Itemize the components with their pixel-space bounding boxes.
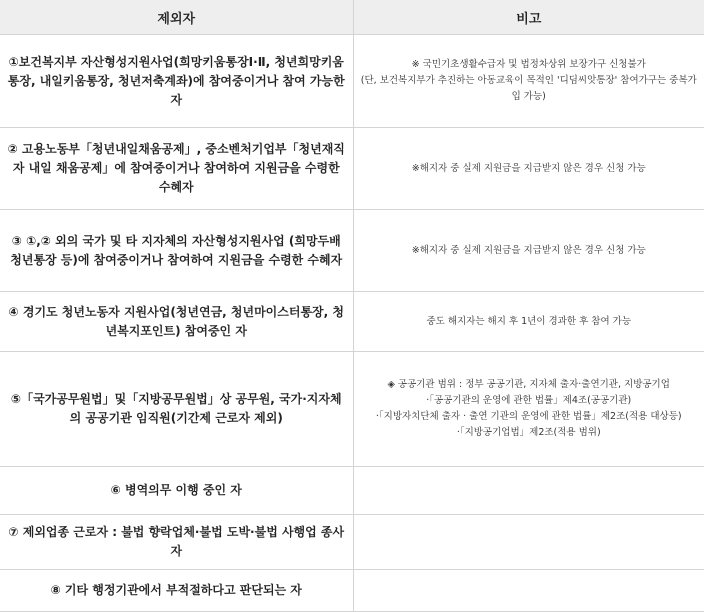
remarks-cell — [353, 570, 704, 612]
remarks-cell — [353, 35, 704, 128]
header-row — [0, 0, 704, 35]
excluded-cell: ⑧ 기타 행정기관에서 부적절하다고 판단되는 자 — [0, 570, 353, 612]
table-row — [0, 210, 704, 292]
remark-line: ※해지자 중 실제 지원금을 지급받지 않은 경우 신청 가능 — [411, 244, 646, 256]
remark-line: ◈ 공공기관 범위 : 정부 공공기관, 지자체 출자·출연기관, 지방공기업 — [387, 379, 670, 390]
excluded-cell: ⑦ 제외업종 근로자 : 불법 향락업체·불법 도박·불법 사행업 종사자 — [0, 515, 353, 570]
header-remarks: 비고 — [353, 0, 704, 35]
table-row — [0, 515, 704, 570]
excluded-cell: ③ ①,② 외의 국가 및 타 지자체의 자산형성지원사업 (희망두배청년통장 등)에 참여중이거나 참여하여 지원금을 수령한 수혜자 — [0, 210, 353, 292]
table-row — [0, 570, 704, 612]
remark-line: ·「지방자치단체 출자 · 출연 기관의 운영에 관한 법률」제2조(적용 대상등) — [375, 411, 682, 422]
excluded-cell: ② 고용노동부「청년내일채움공제」, 중소벤처기업부「청년재직자 내일 채움공제」에 참여중이거나 참여하여 지원금을 수령한 수혜자 — [0, 128, 353, 210]
remark-line: 중도 해지자는 해지 후 1년이 경과한 후 참여 가능 — [426, 315, 632, 327]
remark-line: ※해지자 중 실제 지원금을 지급받지 않은 경우 신청 가능 — [411, 162, 646, 174]
remark-line: ·「지방공기업법」제2조(적용 범위) — [456, 427, 601, 438]
remarks-cell — [353, 352, 704, 467]
remarks-cell — [353, 515, 704, 570]
table-row — [0, 292, 704, 352]
excluded-cell: ⑤「국가공무원법」및「지방공무원법」상 공무원, 국가·지자체의 공공기관 임직원(기간제 근로자 제외) — [0, 352, 353, 467]
header-excluded: 제외자 — [0, 0, 353, 35]
remarks-cell — [353, 210, 704, 292]
excluded-cell: ①보건복지부 자산형성지원사업(희망키움통장Ⅰ·Ⅱ, 청년희망키움통장, 내일키움통장, 청년저축계좌)에 참여중이거나 참여 가능한 자 — [0, 35, 353, 128]
remarks-cell — [353, 128, 704, 210]
remarks-cell — [353, 467, 704, 515]
remark-line: ※ 국민기초생활수급자 및 법정차상위 보장가구 신청불가 — [411, 59, 646, 70]
table-row — [0, 352, 704, 467]
excluded-cell: ④ 경기도 청년노동자 지원사업(청년연금, 청년마이스터통장, 청년복지포인트) 참여중인 자 — [0, 292, 353, 352]
table-row — [0, 128, 704, 210]
table-row — [0, 467, 704, 515]
remarks-cell — [353, 292, 704, 352]
excluded-cell: ⑥ 병역의무 이행 중인 자 — [0, 467, 353, 515]
remark-line: (단, 보건복지부가 추진하는 아동교육이 목적인 '디딤씨앗통장' 참여가구는 중복가입 가능) — [360, 75, 697, 102]
table-row — [0, 35, 704, 128]
remark-line: ·「공공기관의 운영에 관한 법률」제4조(공공기관) — [426, 395, 632, 406]
